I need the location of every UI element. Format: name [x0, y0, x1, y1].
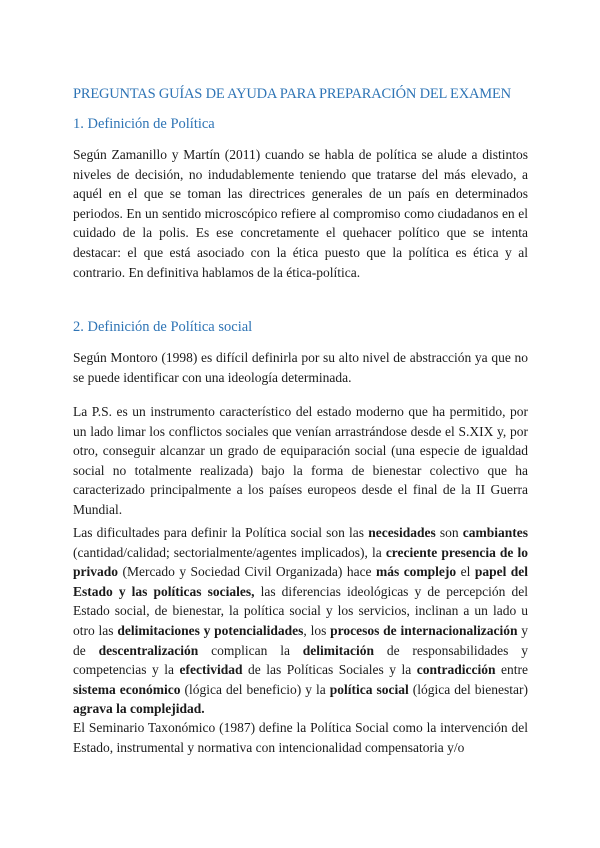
paragraph-seminario-taxonomico: El Seminario Taxonómico (1987) define la Política Social como la intervención del Estado, instrumental y normativa con intencionalidad compensatoria y/o — [73, 720, 528, 755]
bold-phrase: contradicción — [416, 662, 496, 678]
bold-phrase: cambiantes — [462, 525, 528, 540]
bold-phrase: descentralización — [98, 642, 199, 658]
bold-phrase: creciente presencia de lo privado — [73, 544, 528, 580]
text-run: de las Políticas Sociales y la — [242, 662, 417, 678]
text-run: complican la — [198, 642, 303, 658]
bold-phrase: sistema económico — [73, 681, 181, 697]
paragraph-definicion-politica: Según Zamanillo y Martín (2011) cuando se habla de política se alude a distintos niveles de decisión, no indudablemente teniendo que tratarse del más elevado, a aquél en el que se toman las directrices generales de un país en determinados periodos. En un sentido microscópico refiere al compromiso como ciudadanos en el cuidado de la polis. Es ese concretamente el quehacer político que se intenta destacar: el que está asociado con la ética puesto que la política es ética y al contrario. En definitiva hablamos de la ética-política. — [73, 147, 528, 280]
text-run: , los — [303, 622, 331, 638]
text-run: las diferencias ideológicas y de percepción del Estado social, de bienestar, la política social y los servicios, inclinan a un lado u otro las — [73, 583, 528, 638]
bold-phrase: efectividad — [179, 662, 243, 678]
text-run: el — [456, 564, 475, 580]
section-heading-politica-social: 2. Definición de Política social — [73, 319, 253, 335]
text-run: (lógica del bienestar) — [408, 681, 528, 697]
bold-phrase: necesidades — [368, 525, 436, 540]
text-run: de responsabilidades y competencias y la — [73, 642, 528, 678]
bold-phrase: procesos de internacionalización — [330, 622, 518, 638]
text-run: Las dificultades para definir la Política social son las — [73, 525, 369, 540]
bold-phrase: delimitación — [302, 642, 375, 658]
text-run: entre — [495, 662, 529, 678]
section-heading-politica: 1. Definición de Política — [73, 116, 215, 132]
text-run: (Mercado y Sociedad Civil Organizada) hace — [118, 564, 376, 580]
bold-phrase: delimitaciones y potencialidades — [117, 622, 304, 638]
text-run: (cantidad/calidad; sectorialmente/agentes implicados), la — [73, 544, 386, 560]
paragraph-ps-instrumento: La P.S. es un instrumento característico del estado moderno que ha permitido, por un lado limar los conflictos sociales que venían arrastrándose desde el S.XIX y, por otro, conseguir alcanzar un grado de equiparación social (una especie de igualdad social no totalmente realizada) bajo la forma de bienestar colectivo que ha caracterizado principalmente a los países europeos desde el final de la II Guerra Mundial. — [73, 404, 528, 517]
bold-phrase: papel del Estado y las políticas sociales, — [73, 564, 529, 599]
text-run: (lógica del beneficio) y la — [180, 681, 330, 697]
bold-phrase: política social — [329, 681, 409, 697]
bold-phrase: más complejo — [376, 564, 457, 580]
text-run: son — [435, 525, 463, 540]
bold-phrase: agrava la complejidad. — [73, 701, 205, 717]
text-run: y de — [73, 622, 529, 658]
page-title: PREGUNTAS GUÍAS DE AYUDA PARA PREPARACIÓN DEL EXAMEN — [73, 86, 511, 102]
paragraph-dificultades — [73, 523, 528, 719]
paragraph-montoro: Según Montoro (1998) es difícil definirla por su alto nivel de abstracción ya que no se puede identificar con una ideología determinada. — [73, 350, 528, 385]
